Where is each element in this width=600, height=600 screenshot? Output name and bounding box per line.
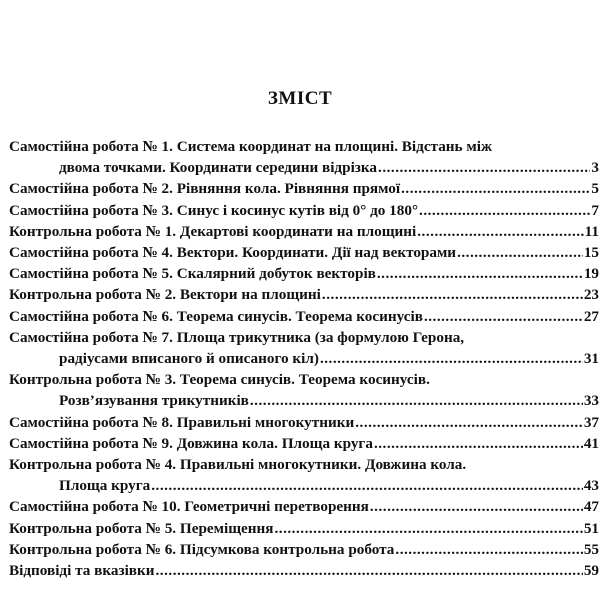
toc-entry: [9, 136, 599, 178]
dot-leader: [151, 475, 583, 496]
page-number: 23: [583, 286, 599, 304]
toc-entry-text: Контрольна робота № 2. Вектори на площині: [9, 286, 321, 304]
toc-entry-line: [9, 475, 599, 496]
toc-entry-text: Самостійна робота № 1. Система координат на площині. Відстань між: [9, 138, 492, 155]
toc-entry-text: Площа круга: [59, 477, 151, 495]
page-number: 11: [584, 222, 599, 240]
toc-entry-text: Відповіді та вказівки: [9, 562, 155, 580]
page-title: ЗМІСТ: [267, 88, 333, 109]
dot-leader: [370, 496, 583, 517]
dot-leader: [355, 412, 583, 433]
toc-entry-text: Контрольна робота № 5. Переміщення: [9, 519, 274, 537]
toc-entry: [9, 496, 599, 517]
page-number: 5: [591, 180, 599, 198]
page-number: 47: [583, 498, 599, 516]
toc-entry: [9, 200, 599, 221]
toc-entry-text: Розв’язування трикутників: [59, 392, 249, 410]
dot-leader: [378, 157, 590, 178]
toc-entry: [9, 369, 599, 411]
page-number: 51: [583, 519, 599, 537]
toc-entry: [9, 518, 599, 539]
toc-entry: [9, 221, 599, 242]
toc-entry: [9, 454, 599, 496]
toc-entry: [9, 539, 599, 560]
page-number: 33: [583, 392, 599, 410]
toc-entry-line: [9, 433, 599, 454]
toc-entry-text: Самостійна робота № 3. Синус і косинус кутів від 0° до 180°: [9, 201, 419, 219]
page-number: 41: [583, 434, 599, 452]
dot-leader: [424, 306, 583, 327]
page-number: 7: [591, 201, 599, 219]
toc-entry-text: Контрольна робота № 1. Декартові координати на площині: [9, 222, 417, 240]
toc-entry: [9, 306, 599, 327]
dot-leader: [156, 560, 583, 581]
table-of-contents: [9, 136, 599, 581]
page-number: 37: [583, 413, 599, 431]
toc-entry-line: [9, 178, 599, 199]
toc-entry-line: [9, 200, 599, 221]
toc-entry-line: [9, 284, 599, 305]
toc-entry-line: [9, 518, 599, 539]
dot-leader: [377, 263, 583, 284]
toc-entry: [9, 178, 599, 199]
dot-leader: [417, 221, 583, 242]
toc-entry-text: Самостійна робота № 8. Правильні многокутники: [9, 413, 355, 431]
dot-leader: [419, 200, 590, 221]
page-number: 15: [583, 244, 599, 262]
toc-entry-text: двома точками. Координати середини відрізка: [59, 159, 378, 177]
dot-leader: [320, 348, 583, 369]
dot-leader: [457, 242, 583, 263]
toc-entry-text: Самостійна робота № 5. Скалярний добуток векторів: [9, 265, 376, 283]
toc-entry-line: [9, 496, 599, 517]
toc-entry-line: [9, 157, 599, 178]
dot-leader: [395, 539, 582, 560]
dot-leader: [250, 390, 583, 411]
page-number: 3: [591, 159, 599, 177]
dot-leader: [322, 284, 583, 305]
toc-entry-text: Контрольна робота № 6. Підсумкова контрольна робота: [9, 540, 395, 558]
toc-entry-line: [9, 560, 599, 581]
toc-entry-text: Самостійна робота № 10. Геометричні перетворення: [9, 498, 369, 516]
toc-entry-text: радіусами вписаного й описаного кіл): [59, 350, 319, 368]
toc-entry-text: Самостійна робота № 2. Рівняння кола. Рівняння прямої: [9, 180, 401, 198]
page-number: 55: [583, 540, 599, 558]
toc-entry-line: [9, 539, 599, 560]
toc-entry: [9, 284, 599, 305]
toc-entry-text: Самостійна робота № 7. Площа трикутника (за формулою Герона,: [9, 328, 465, 346]
toc-entry-line: [9, 221, 599, 242]
toc-entry: [9, 263, 599, 284]
page-number: 43: [583, 477, 599, 495]
page-number: 27: [583, 307, 599, 325]
dot-leader: [374, 433, 583, 454]
toc-entry-line: [9, 242, 599, 263]
toc-entry-line: [9, 412, 599, 433]
page-number: 19: [583, 265, 599, 283]
toc-entry: [9, 327, 599, 369]
toc-entry-line: [9, 263, 599, 284]
page-number: 59: [583, 562, 599, 580]
toc-entry-text: Самостійна робота № 4. Вектори. Координати. Дії над векторами: [9, 244, 457, 262]
toc-entry-line: [9, 390, 599, 411]
toc-entry-text: Контрольна робота № 4. Правильні многокутники. Довжина кола.: [9, 456, 467, 474]
toc-entry-text: Самостійна робота № 6. Теорема синусів. Теорема косинусів: [9, 307, 423, 325]
dot-leader: [274, 518, 582, 539]
page-number: 31: [583, 350, 599, 368]
toc-entry: [9, 242, 599, 263]
toc-entry-text: Самостійна робота № 9. Довжина кола. Площа круга: [9, 434, 373, 452]
toc-entry: [9, 433, 599, 454]
toc-entry-line: [9, 348, 599, 369]
toc-entry: [9, 560, 599, 581]
toc-entry-line: [9, 306, 599, 327]
toc-entry: [9, 412, 599, 433]
dot-leader: [401, 178, 590, 199]
toc-entry-text: Контрольна робота № 3. Теорема синусів. Теорема косинусів.: [9, 371, 430, 389]
